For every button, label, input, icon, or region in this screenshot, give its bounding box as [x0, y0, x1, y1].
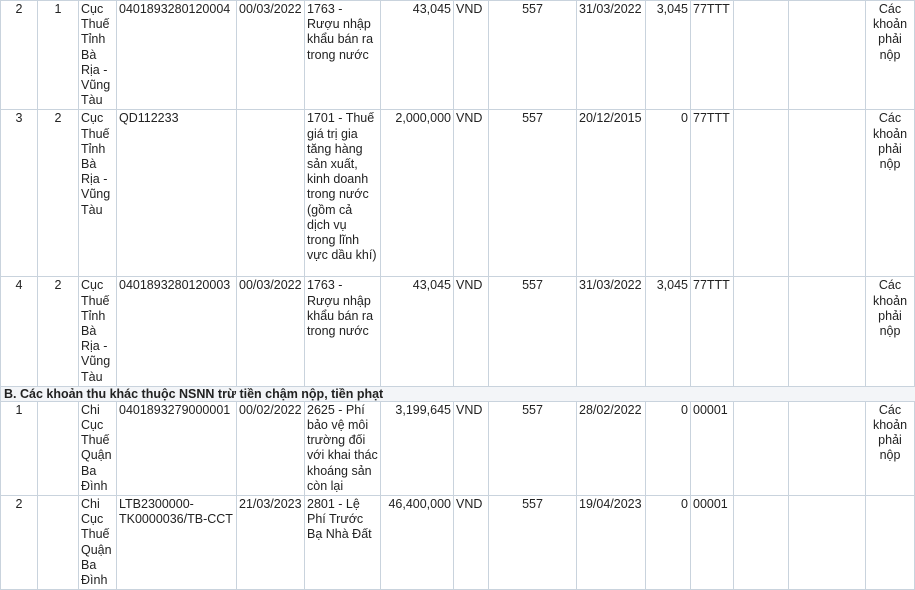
date-cell: 00/03/2022 [237, 277, 305, 386]
currency-cell: VND [454, 277, 489, 386]
stt-cell: 3 [1, 110, 38, 277]
due-date-cell: 28/02/2022 [577, 401, 646, 495]
currency-cell: VND [454, 401, 489, 495]
empty-cell [789, 110, 866, 277]
table-row [1, 110, 915, 277]
content-cell: 2625 - Phí bảo vệ môi trường đối với khai thác khoáng sản còn lại [305, 401, 381, 495]
currency-cell: VND [454, 496, 489, 590]
chapter-cell: 557 [489, 496, 577, 590]
section-header-row [1, 386, 915, 401]
code-cell [38, 496, 79, 590]
reference-cell: 0401893279000001 [117, 401, 237, 495]
section-b-title: B. Các khoản thu khác thuộc NSNN trừ tiền chậm nộp, tiền phạt [1, 386, 915, 401]
empty-cell [734, 401, 789, 495]
region-code-cell: 00001 [691, 401, 734, 495]
date-cell [237, 110, 305, 277]
stt-cell: 2 [1, 496, 38, 590]
content-cell: 1763 - Rượu nhập khẩu bán ra trong nước [305, 277, 381, 386]
due-date-cell: 31/03/2022 [577, 277, 646, 386]
balance-cell: 0 [646, 401, 691, 495]
table-row [1, 496, 915, 590]
code-cell [38, 401, 79, 495]
region-code-cell: 00001 [691, 496, 734, 590]
reference-cell: 0401893280120004 [117, 1, 237, 110]
table-row [1, 277, 915, 386]
chapter-cell: 557 [489, 401, 577, 495]
empty-cell [734, 277, 789, 386]
empty-cell [789, 277, 866, 386]
amount-cell: 2,000,000 [381, 110, 454, 277]
reference-cell: QD112233 [117, 110, 237, 277]
reference-cell: 0401893280120003 [117, 277, 237, 386]
date-cell: 00/02/2022 [237, 401, 305, 495]
due-date-cell: 20/12/2015 [577, 110, 646, 277]
amount-cell: 46,400,000 [381, 496, 454, 590]
empty-cell [734, 110, 789, 277]
note-cell: Các khoản phải nộp [866, 277, 915, 386]
code-cell: 2 [38, 110, 79, 277]
balance-cell: 0 [646, 110, 691, 277]
note-cell: Các khoản phải nộp [866, 1, 915, 110]
table-row [1, 1, 915, 110]
balance-cell: 3,045 [646, 277, 691, 386]
note-cell: Các khoản phải nộp [866, 110, 915, 277]
agency-cell: Chi Cục Thuế Quận Ba Đình [79, 496, 117, 590]
balance-cell: 3,045 [646, 1, 691, 110]
region-code-cell: 77TTT [691, 110, 734, 277]
due-date-cell: 19/04/2023 [577, 496, 646, 590]
currency-cell: VND [454, 1, 489, 110]
content-cell: 1701 - Thuế giá trị gia tăng hàng sản xuất, kinh doanh trong nước (gồm cả dịch vụ trong lĩnh vực dầu khí) [305, 110, 381, 277]
agency-cell: Chi Cục Thuế Quận Ba Đình [79, 401, 117, 495]
empty-cell [789, 401, 866, 495]
note-cell: Các khoản phải nộp [866, 401, 915, 495]
currency-cell: VND [454, 110, 489, 277]
balance-cell: 0 [646, 496, 691, 590]
empty-cell [789, 496, 866, 590]
stt-cell: 2 [1, 1, 38, 110]
amount-cell: 43,045 [381, 1, 454, 110]
note-cell [866, 496, 915, 590]
agency-cell: Cục Thuế Tỉnh Bà Rịa - Vũng Tàu [79, 1, 117, 110]
date-cell: 21/03/2023 [237, 496, 305, 590]
empty-cell [734, 496, 789, 590]
agency-cell: Cục Thuế Tỉnh Bà Rịa - Vũng Tàu [79, 110, 117, 277]
due-date-cell: 31/03/2022 [577, 1, 646, 110]
empty-cell [789, 1, 866, 110]
table-row [1, 401, 915, 495]
empty-cell [734, 1, 789, 110]
amount-cell: 43,045 [381, 277, 454, 386]
code-cell: 1 [38, 1, 79, 110]
stt-cell: 1 [1, 401, 38, 495]
chapter-cell: 557 [489, 1, 577, 110]
amount-cell: 3,199,645 [381, 401, 454, 495]
chapter-cell: 557 [489, 110, 577, 277]
stt-cell: 4 [1, 277, 38, 386]
code-cell: 2 [38, 277, 79, 386]
reference-cell: LTB2300000-TK0000036/TB-CCT [117, 496, 237, 590]
content-cell: 1763 - Rượu nhập khẩu bán ra trong nước [305, 1, 381, 110]
date-cell: 00/03/2022 [237, 1, 305, 110]
region-code-cell: 77TTT [691, 1, 734, 110]
chapter-cell: 557 [489, 277, 577, 386]
region-code-cell: 77TTT [691, 277, 734, 386]
content-cell: 2801 - Lệ Phí Trước Bạ Nhà Đất [305, 496, 381, 590]
agency-cell: Cục Thuế Tỉnh Bà Rịa - Vũng Tàu [79, 277, 117, 386]
